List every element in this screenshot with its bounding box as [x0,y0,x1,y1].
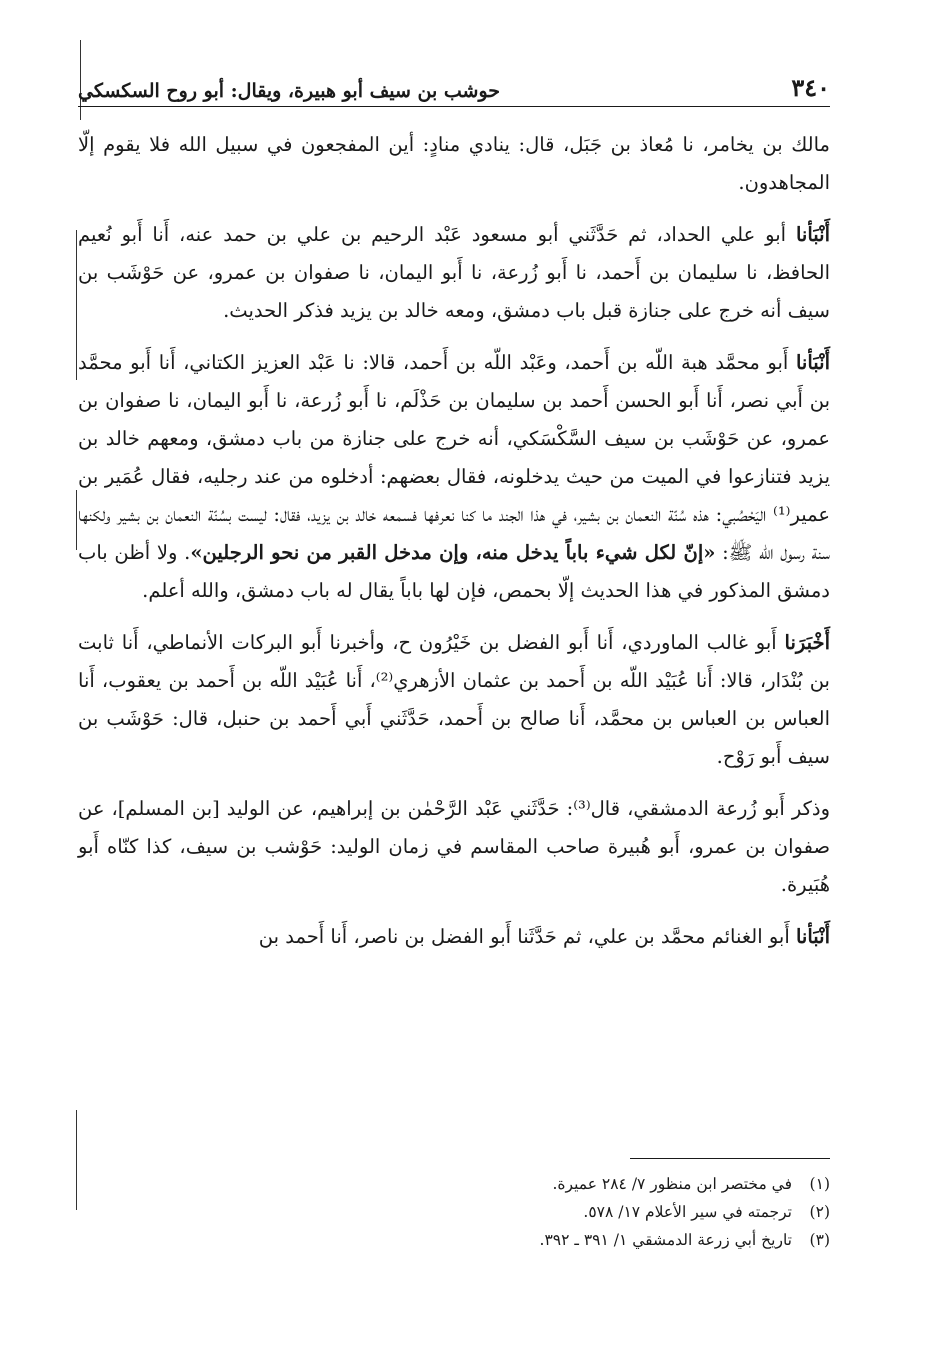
footnote-text: تاريخ أبي زرعة الدمشقي ١/ ٣٩١ ـ ٣٩٢. [539,1231,792,1249]
page-header [78,62,830,107]
paragraph [78,790,830,904]
footnote-number: (١) [809,1175,830,1193]
isnad-keyword: أَنْبَأنا [795,351,830,374]
footnote [198,1170,830,1198]
paragraph [78,624,830,776]
book-page [78,40,830,1320]
footnote-text: ترجمته في سير الأعلام ١٧/ ٥٧٨. [583,1203,792,1221]
isnad-keyword: أَخْبَرَنا [784,631,830,654]
main-text [78,126,830,970]
footnote-number: (٢) [809,1203,830,1221]
paragraph-tail: . ولا أظن باب دمشق المذكور في هذا الحديث إلّا بحمص، فإن لها باباً يقال له باب دمشق، والله أعلم. [78,541,830,602]
paragraph [78,344,830,610]
paragraph-text: أَبو محمَّد هبة اللّه بن أَحمد، وعَبْد اللّه بن أَحمد، قالا: نا عَبْد العزيز الكتاني، أَنا أَبو محمَّد بن أَبي نصر، أَنا أَبو الحسن أَحمد بن سليمان بن حَذْلَم، نا أَبو زُرعة، نا أَبو اليمان، نا صفوان بن عمرو، عن حَوْشَب بن سيف السَّكْسَكي، أنه خرج على جنازة من باب دمشق، ومعهم خالد بن يزيد فتنازعوا في الميت من حيث يدخلونه، فقال بعضهم: أدخلوه من عند رجليه، فقال عُمَير بن عمير⁽¹⁾ اليَحْصُبي: هذه سُنّة النعمان بن بشير، في هذا الجند ما كنا نعرفها فسمعه خالد بن يزيد، فقال: ليست بسُنّة النعمان بن بشير ولكنها سنة رسول الله ﷺ: [78,351,831,564]
page-number: ٣٤٠ [791,73,830,102]
hadith-quote: «إنّ لكل شيء باباً يدخل منه، وإن مدخل القبر من نحو الرجلين» [190,541,716,564]
paragraph-text: مالك بن يخامر، نا مُعاذ بن جَبَل، قال: ينادي منادٍ: أين المفجعون في سبيل الله فلا يقوم إلّا المجاهدون. [78,133,830,194]
isnad-keyword: أَنْبَأنا [795,925,830,948]
footnote-number: (٣) [809,1231,830,1249]
footnote-text: في مختصر ابن منظور ٧/ ٢٨٤ عميرة. [552,1175,792,1193]
margin-line-lower [76,490,77,550]
paragraph [78,918,830,956]
footnote-separator [630,1158,830,1159]
footnote [198,1198,830,1226]
running-title: حوشب بن سيف أبو هبيرة، ويقال: أبو روح السكسكي [78,80,501,102]
margin-line-mid [76,230,77,380]
isnad-keyword: أَنْبَأنا [795,223,830,246]
paragraph-text: أبو علي الحداد، ثم حَدَّثَني أبو مسعود عَبْد الرحيم بن علي بن حمد عنه، أَنا أَبو نُعيم الحافظ، نا سليمان بن أَحمد، نا أَبو زُرعة، نا أَبو اليمان، نا صفوان بن عمرو، عن حَوْشَب بن سيف أنه خرج على جنازة قبل باب دمشق، ومعه خالد بن يزيد فذكر الحديث. [78,223,830,322]
paragraph [78,216,830,330]
footnotes [198,1170,830,1254]
footnote [198,1226,830,1254]
margin-line-bottom [76,1110,77,1210]
paragraph-text: أَبو غالب الماوردي، أَنا أَبو الفضل بن خَيْرُون ح، وأخبرنا أَبو البركات الأنماطي، أَنا ثابت بن بُنْدَار، قالا: أَنا عُبَيْد اللّه بن أَحمد بن عثمان الأزهري⁽²⁾، أَنا عُبَيْد اللّه بن أَحمد بن يعقوب، أَنا العباس بن العباس بن محمَّد، أَنا صالح بن أَحمد، حَدَّثَني أَبي أَحمد بن حنبل، قال: حَوْشَب بن سيف أَبو رَوْح. [78,631,830,768]
paragraph [78,126,830,202]
paragraph-text: أَبو الغنائم محمَّد بن علي، ثم حَدَّثَنا أَبو الفضل بن ناصر، أَنا أَحمد بن [258,925,796,948]
paragraph-text: وذكر أَبو زُرعة الدمشقي، قال⁽³⁾: حَدَّثَني عَبْد الرَّحْمٰن بن إبراهيم، عن الوليد [بن المسلم]، عن صفوان بن عمرو، أَبو هُبيرة صاحب المقاسم في زمان الوليد: حَوْشب بن سيف، كذا كنّاه أَبو هُبَيرة. [78,797,830,896]
